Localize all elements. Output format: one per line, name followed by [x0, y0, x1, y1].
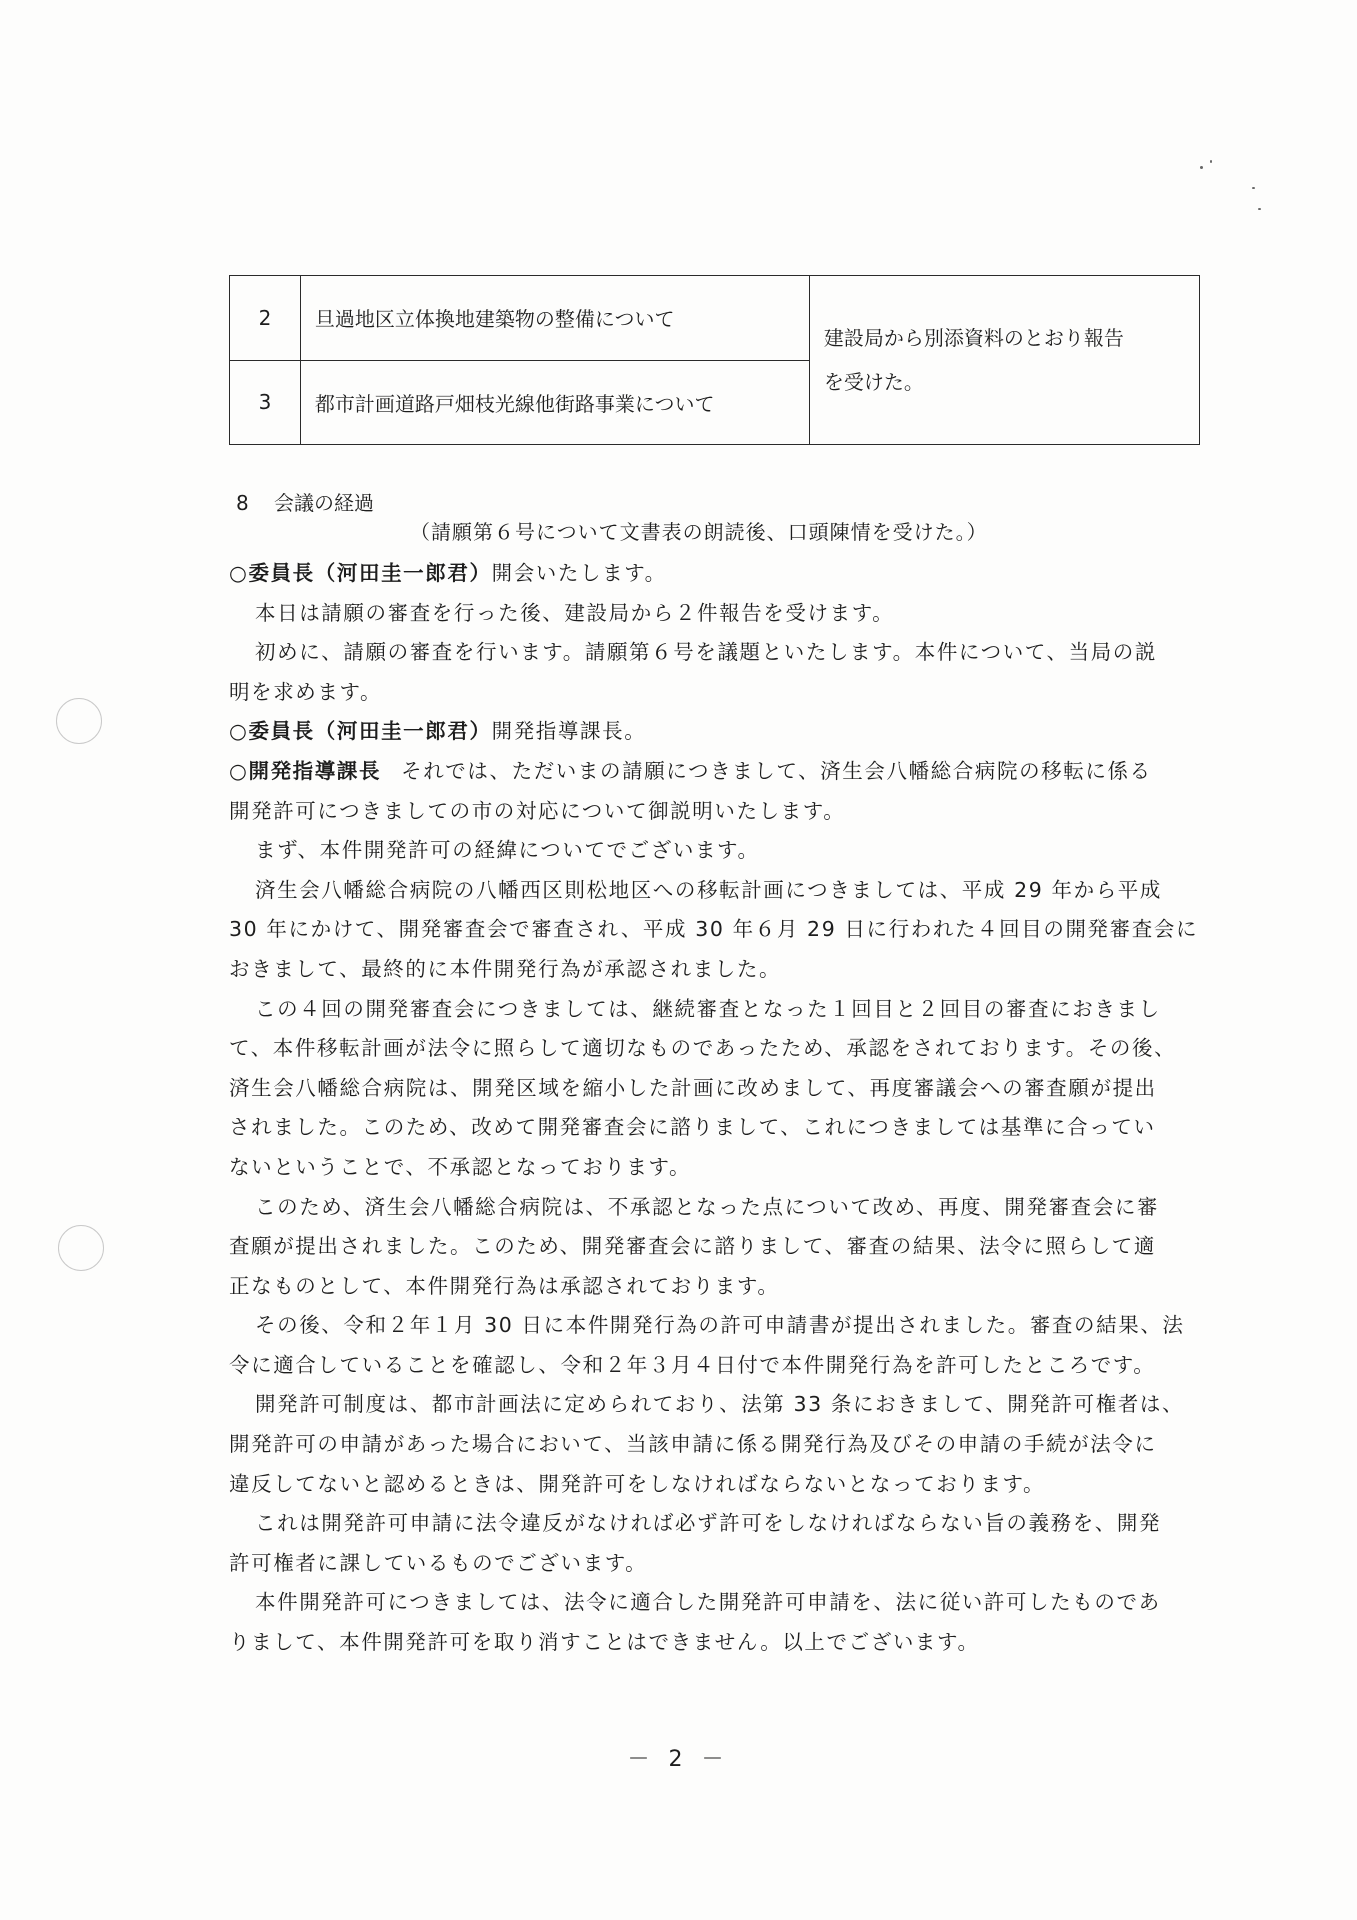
page-number: － 2 －	[627, 1747, 730, 1772]
text-line: おきまして、最終的に本件開発行為が承認されました。	[229, 956, 782, 981]
section-heading	[236, 487, 374, 516]
row-number: 3	[230, 360, 301, 445]
speech-line	[229, 752, 1207, 792]
speech-text: 開会いたします。	[491, 561, 667, 585]
text-line: 正なものとして、本件開発行為は承認されております。	[229, 1273, 780, 1298]
speech-text: 開発指導課長。	[491, 719, 647, 744]
text-line: 令に適合していることを確認し、令和２年３月４日付で本件開発行為を許可したところです。	[229, 1352, 1156, 1377]
text-line: ないということで、不承認となっております。	[229, 1154, 692, 1179]
text-line: 30 年にかけて、開発審査会で審査され、平成 30 年６月 29 日に行われた４回目の開発審査会に	[229, 917, 1199, 942]
text-line: 違反してないと認めるときは、開発許可をしなければならないとなっております。	[229, 1471, 1046, 1496]
text-line: 開発許可につきましての市の対応について御説明いたします。	[229, 798, 846, 823]
section-title: 会議の経過	[274, 491, 374, 515]
report-result	[809, 276, 1199, 445]
row-number: 2	[230, 276, 301, 361]
report-item: 都市計画道路戸畑枝光線他街路事業について	[300, 360, 809, 445]
speaker-dev-chief: ○開発指導課長	[229, 758, 382, 783]
text-line: まず、本件開発許可の経緯についてでございます。	[255, 838, 760, 863]
report-result-line: 建設局から別添資料のとおり報告	[823, 326, 1124, 350]
speech-line	[229, 712, 1207, 752]
speech-line	[229, 554, 1207, 594]
text-line: 査願が提出されました。このため、開発審査会に諮りまして、審査の結果、法令に照らして適	[229, 1234, 1156, 1259]
text-line: て、本件移転計画が法令に照らして適切なものであったため、承認をされております。その後、	[229, 1036, 1177, 1061]
text-line: されました。このため、改めて開発審査会に諮りまして、これにつきましては基準に合ってい	[229, 1115, 1156, 1140]
text-line: 開発許可制度は、都市計画法に定められており、法第 33 条におきまして、開発許可権者は、	[255, 1392, 1185, 1417]
report-table	[229, 275, 1200, 445]
report-item: 旦過地区立体換地建築物の整備について	[300, 276, 809, 361]
text-line: 本日は請願の審査を行った後、建設局から２件報告を受けます。	[255, 600, 895, 625]
speaker-chair: ○委員長（河田圭一郎君）	[229, 719, 492, 744]
report-result-line: を受けた。	[823, 370, 924, 394]
procedure-note: （請願第６号について文書表の朗読後、口頭陳情を受けた。）	[410, 520, 988, 544]
scan-speck	[1258, 208, 1261, 210]
scan-speck	[1252, 187, 1255, 189]
text-line: これは開発許可申請に法令違反がなければ必ず許可をしなければならない旨の義務を、開発	[255, 1511, 1162, 1536]
proceedings-body	[229, 554, 1207, 1663]
punch-hole-mark	[56, 698, 102, 744]
text-line: 初めに、請願の審査を行います。請願第６号を議題といたします。本件について、当局の説	[255, 640, 1157, 665]
text-line: 開発許可の申請があった場合において、当該申請に係る開発行為及びその申請の手続が法令に	[229, 1432, 1157, 1457]
table-row	[230, 276, 1200, 361]
text-line: 済生会八幡総合病院の八幡西区則松地区への移転計画につきましては、平成 29 年から平成	[255, 877, 1163, 902]
text-line: 済生会八幡総合病院は、開発区域を縮小した計画に改めまして、再度審議会への審査願が提出	[229, 1075, 1157, 1100]
text-line: 本件開発許可につきましては、法令に適合した開発許可申請を、法に従い許可したものであ	[255, 1590, 1161, 1615]
text-line: 明を求めます。	[229, 679, 383, 704]
scan-speck	[1210, 160, 1212, 163]
speaker-chair: ○委員長（河田圭一郎君）	[229, 561, 492, 585]
text-line: 許可権者に課しているものでございます。	[229, 1550, 648, 1575]
text-line: りまして、本件開発許可を取り消すことはできません。以上でございます。	[229, 1630, 980, 1655]
text-line: その後、令和２年１月 30 日に本件開発行為の許可申請書が提出されました。審査の結果、法	[255, 1313, 1185, 1338]
scan-speck	[1200, 166, 1203, 169]
text-line: この４回の開発審査会につきましては、継続審査となった１回目と２回目の審査におきまし	[255, 996, 1161, 1021]
speech-text: それでは、ただいまの請願につきまして、済生会八幡総合病院の移転に係る	[401, 758, 1152, 783]
punch-hole-mark	[58, 1225, 104, 1271]
section-number: 8	[236, 491, 249, 515]
text-line: このため、済生会八幡総合病院は、不承認となった点について改め、再度、開発審査会に審	[255, 1194, 1160, 1219]
